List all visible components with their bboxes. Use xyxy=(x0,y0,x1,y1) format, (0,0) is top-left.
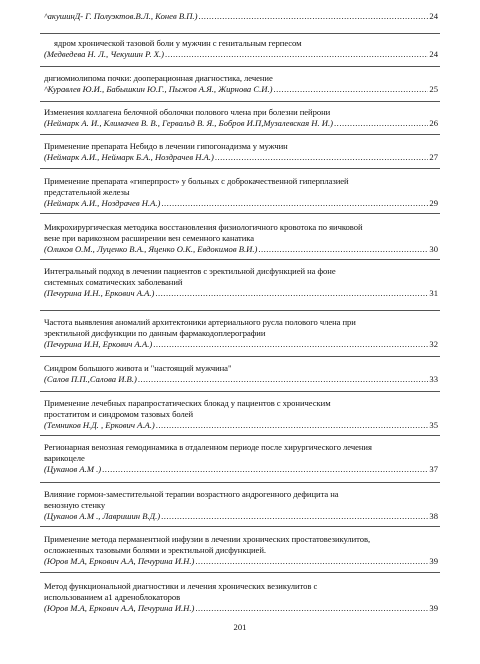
entry-title-line: Регионарная венозная гемодинамика в отдаленном периоде после хирургического лечения xyxy=(44,442,372,452)
entry-title-line: Применение препарата «гиперпрост» у больных с доброкачественной гиперплазией xyxy=(44,176,349,186)
entry-title-line: венозную стенку xyxy=(44,500,106,510)
toc-entry xyxy=(44,489,438,522)
entry-divider xyxy=(40,33,440,34)
entry-divider xyxy=(40,134,440,135)
entry-divider xyxy=(40,259,440,260)
entry-divider xyxy=(40,572,440,573)
entry-divider xyxy=(40,356,440,357)
entry-authors: (Юров М.А, Еркович А.А, Печурина И.Н.) xyxy=(44,556,195,566)
entry-title-line: Влияние гормон-заместительной терапии возрастного андрогенного дефицита на xyxy=(44,489,339,499)
toc-entry xyxy=(44,363,438,385)
entry-title-line: предстательной железы xyxy=(44,187,130,197)
toc-entry xyxy=(44,534,438,567)
toc-entry xyxy=(44,317,438,350)
page-number: 201 xyxy=(233,622,247,632)
entry-title-line: использованием a1 адреноблокаторов xyxy=(44,592,181,602)
entry-divider xyxy=(40,66,440,67)
entry-divider xyxy=(40,168,440,169)
entry-authors: ^акушинД- Г. Полуэктов.В.Л., Конев В.П.) xyxy=(44,11,198,21)
entry-page-number: 24 xyxy=(429,11,438,21)
entry-title-line: днгиомиолипома почки: дооперационная диагностика, лечение xyxy=(44,73,273,83)
entry-authors: (Оликов О.М., Луценко В.А., Яценко О.К., Евдокимов В.И.) xyxy=(44,244,258,254)
entry-page-number: 24 xyxy=(429,49,438,59)
entry-title-line: простатитом и синдромом тазовых болей xyxy=(44,409,194,419)
entry-authors: (Медведева Н. Л., Чекушин Р. Х.) xyxy=(44,49,165,59)
entry-title-line: осложненных тазовыми болями и эректильной дисфункцией. xyxy=(44,545,266,555)
entry-title-line: Изменения коллагена белочной оболочки полового члена при болезни пейрони xyxy=(44,107,331,117)
entry-divider xyxy=(40,435,440,436)
entry-title-line: Метод функциональной диагностики и лечения хронических везикулитов с xyxy=(44,581,318,591)
dot-leader xyxy=(156,420,429,431)
toc-entry xyxy=(44,266,438,299)
entry-author-line xyxy=(44,464,438,475)
entry-title-line: Микрохирургическая методика восстановления физиологичного кровотока по яичковой xyxy=(44,222,363,232)
entry-authors: (Печурина И.Н, Еркович А.А.) xyxy=(44,339,153,349)
entry-page-number: 25 xyxy=(429,84,438,94)
entry-page-number: 31 xyxy=(429,288,438,298)
entry-divider xyxy=(40,391,440,392)
toc-entry xyxy=(44,11,438,22)
entry-author-line xyxy=(44,556,438,567)
dot-leader xyxy=(334,118,428,129)
entry-author-line xyxy=(44,288,438,299)
entry-author-line xyxy=(44,152,438,163)
dot-leader xyxy=(102,464,428,475)
entry-authors: (Салов П.П.,Салова И.В.) xyxy=(44,374,137,384)
toc-entry xyxy=(44,442,438,475)
entry-page-number: 32 xyxy=(429,339,438,349)
dot-leader xyxy=(273,84,428,95)
toc-entry xyxy=(44,141,438,163)
entry-title-line: варикоцеле xyxy=(44,453,85,463)
entry-authors: ^Куравлев Ю.И., Бабышкин Ю.Г., Пыжов А.Я., Жирнова С.И.) xyxy=(44,84,273,94)
entry-page-number: 35 xyxy=(429,420,438,430)
entry-title-line: системных соматических заболеваний xyxy=(44,277,183,287)
entry-author-line xyxy=(44,374,438,385)
toc-entry xyxy=(44,107,438,129)
toc-entry xyxy=(44,176,438,209)
toc-entry xyxy=(44,581,438,614)
entry-page-number: 30 xyxy=(429,244,438,254)
entry-title-line: Применение лечебных парапростатических блокад у пациентов с хроническим xyxy=(44,398,331,408)
entry-divider xyxy=(40,101,440,102)
entry-author-line xyxy=(44,198,438,209)
entry-divider xyxy=(40,213,440,214)
entry-authors: (Неймарк А.И., Ноздрачев Н.А.) xyxy=(44,198,161,208)
dot-leader xyxy=(195,603,428,614)
entry-page-number: 27 xyxy=(429,152,438,162)
toc-entry xyxy=(44,398,438,431)
entry-authors: (Юров М.А, Еркович А.А, Печурина И.Н.) xyxy=(44,603,195,613)
dot-leader xyxy=(138,374,429,385)
toc-entry xyxy=(44,222,438,255)
entry-page-number: 39 xyxy=(429,556,438,566)
entry-title-line: Применение метода перманентной инфузии в лечении хронических простатовезикулитов, xyxy=(44,534,371,544)
entry-divider xyxy=(40,310,440,311)
entry-title-line: Применение препарата Небидо в лечении гипогонадизма у мужчин xyxy=(44,141,288,151)
entry-authors: (Неймарк А. И., Климачев В. В., Гервальд В. Я., Бобров И.П,Музалевская Н. И.) xyxy=(44,118,334,128)
dot-leader xyxy=(258,244,428,255)
entry-title-line: Синдром большого живота и "настоящий мужчина" xyxy=(44,363,232,373)
entry-page-number: 39 xyxy=(429,603,438,613)
toc-entry xyxy=(44,73,438,95)
dot-leader xyxy=(161,198,428,209)
entry-page-number: 29 xyxy=(429,198,438,208)
entry-author-line xyxy=(44,511,438,522)
entry-title-line: эректильной дисфункции по данным фармакодоплерографии xyxy=(44,328,266,338)
dot-leader xyxy=(198,11,428,22)
entry-title-line: вене при варикозном расширении вен семенного канатика xyxy=(44,233,255,243)
dot-leader xyxy=(155,288,428,299)
entry-author-line xyxy=(44,11,438,22)
entry-author-line xyxy=(44,118,438,129)
entry-authors: (Темников Н.Д. , Еркович А.А.) xyxy=(44,420,155,430)
dot-leader xyxy=(153,339,428,350)
entry-page-number: 37 xyxy=(429,464,438,474)
entry-author-line xyxy=(44,244,438,255)
entry-authors: (Цуканов А.М .) xyxy=(44,464,102,474)
entry-author-line xyxy=(44,339,438,350)
entry-page-number: 33 xyxy=(429,374,438,384)
dot-leader xyxy=(195,556,428,567)
entry-authors: (Цуканов А.М ., Лавришин В.Д.) xyxy=(44,511,161,521)
toc-entry xyxy=(44,38,438,60)
dot-leader xyxy=(161,511,428,522)
entry-divider xyxy=(40,526,440,527)
dot-leader xyxy=(165,49,428,60)
entry-author-line xyxy=(44,603,438,614)
entry-author-line xyxy=(44,49,438,60)
entry-page-number: 26 xyxy=(429,118,438,128)
entry-title-line: Частота выявления аномалий архитектоники артериального русла полового члена при xyxy=(44,317,356,327)
entry-authors: (Неймарк А.И., Неймарк Б.А., Ноздрачев Н.А.) xyxy=(44,152,214,162)
entry-title-line: ядром хронической тазовой боли у мужчин с генитальным герпесом xyxy=(54,38,302,48)
entry-page-number: 38 xyxy=(429,511,438,521)
entry-title-line: Интегральный подход в лечении пациентов с эректильной дисфункцией на фоне xyxy=(44,266,336,276)
entry-author-line xyxy=(44,420,438,431)
entry-author-line xyxy=(44,84,438,95)
entry-divider xyxy=(40,482,440,483)
dot-leader xyxy=(215,152,429,163)
entry-authors: (Печурина И.Н., Еркович А.А.) xyxy=(44,288,155,298)
